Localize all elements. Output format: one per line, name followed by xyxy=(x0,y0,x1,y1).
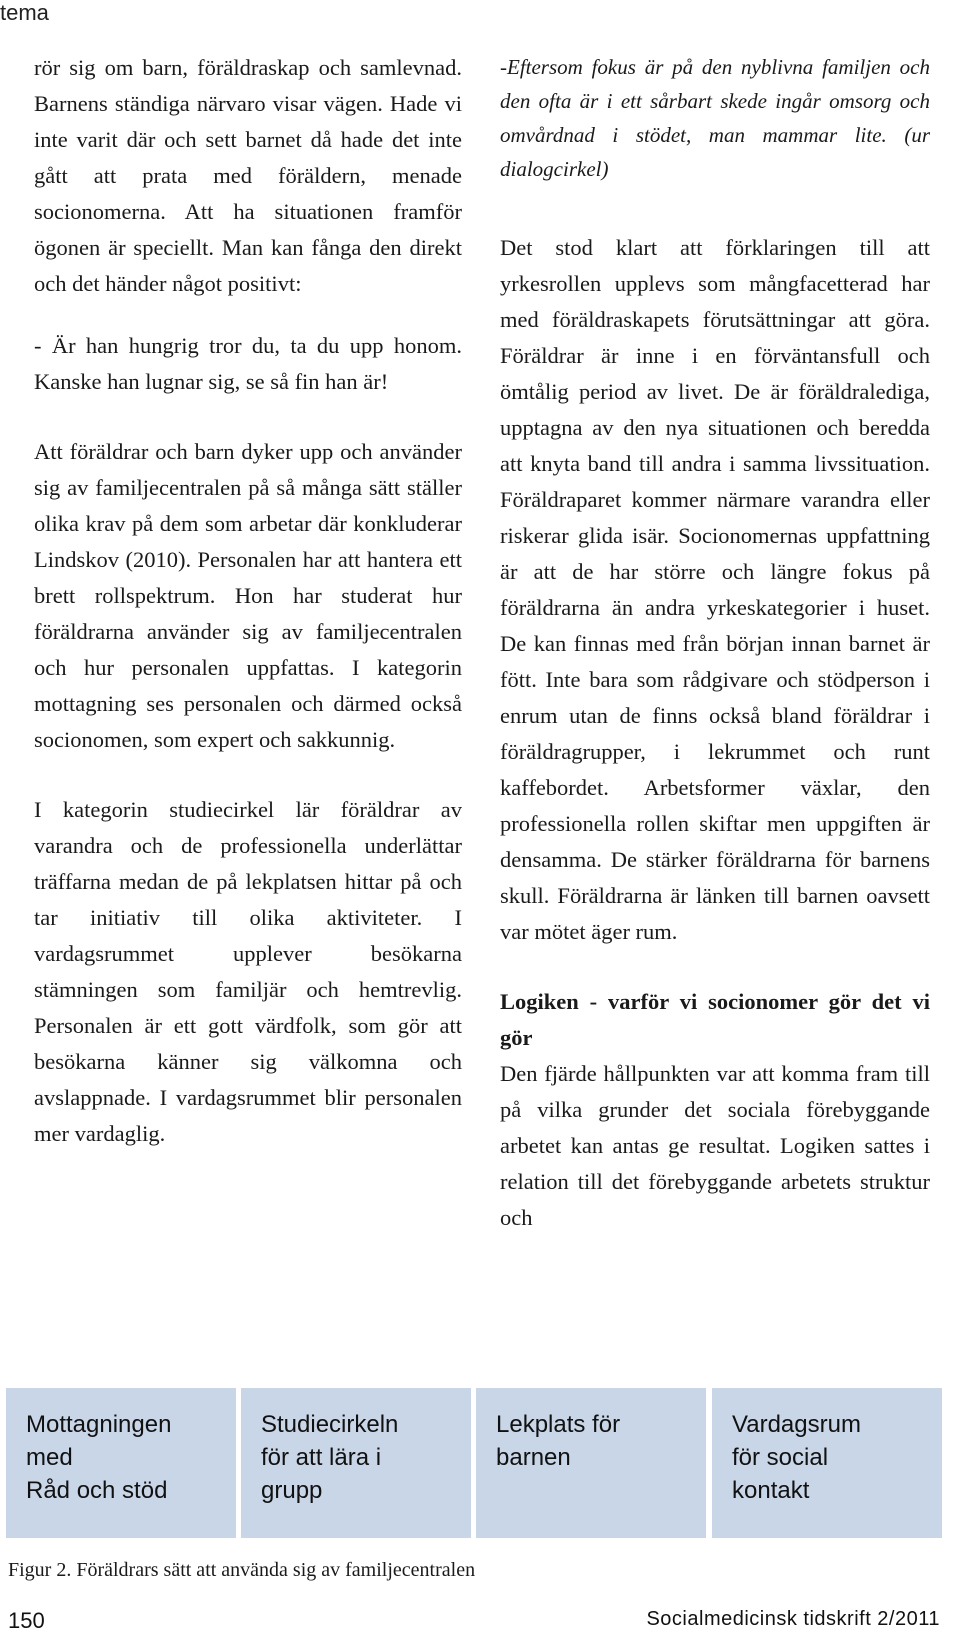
page-number: 150 xyxy=(8,1608,45,1633)
paragraph: - Är han hungrig tror du, ta du upp honom. Kanske han lugnar sig, se så fin han är! xyxy=(34,333,462,394)
figure-box-studiecirkel xyxy=(241,1388,471,1538)
paragraph: rör sig om barn, föräldraskap och samlevnad. Barnens ständiga närvaro visar vägen. Hade vi inte varit där och sett barnet då hade det inte gått att prata med föräldern, menade socionomerna. Att ha situationen framför ögonen är speciellt. Man kan fånga den direkt och det händer något positivt: xyxy=(34,55,462,296)
pull-quote: -Eftersom fokus är på den nyblivna familjen och den ofta är i ett sårbart skede ingår omsorg och omvårdnad i stödet, man mammar lite. (ur dialogcirkel) xyxy=(500,55,930,181)
section-tag: tema xyxy=(0,0,49,25)
figure-box-label: Lekplats för barnen xyxy=(496,1411,621,1471)
figure xyxy=(6,1388,942,1538)
paragraph: Det stod klart att förklaringen till att yrkesrollen upplevs som mångfacetterad har med föräldraskapets förutsättningar att göra. Föräldrar är inne i en förväntansfull och ömtålig period av livet. De är föräldralediga, upptagna av den nya situationen och beredda att knyta band till andra i samma livssituation. Föräldraparet kommer närmare varandra eller riskerar glida isär. Socionomernas uppfattning är att de har större och längre fokus på föräldrarna än andra yrkeskategorier i huset. De kan finnas med från början innan barnet är fött. Inte bara som rådgivare och stödperson i enrum utan de finns också bland föräldrar i föräldragrupper, i lekrummet och runt kaffebordet. Arbetsformer växlar, den professionella rollen skiftar men uppgiften är densamma. De stärker föräldrarna för barnens skull. Föräldrarna är länken till barnen oavsett var mötet äger rum. xyxy=(500,235,930,944)
figure-caption: Figur 2. Föräldrars sätt att använda sig av familjecentralen xyxy=(8,1559,476,1581)
journal-name: Socialmedicinsk tidskrift 2/2011 xyxy=(646,1608,940,1630)
paragraph: Den fjärde hållpunkten var att komma fram till på vilka grunder det sociala förebyggande arbetet kan antas ge resultat. Logiken sattes i relation till det förebyggande arbetets struktur och xyxy=(500,1061,930,1230)
figure-box-label: Vardagsrum för social kontakt xyxy=(732,1411,861,1504)
left-column xyxy=(34,50,462,1186)
figure-box-lekplats xyxy=(476,1388,706,1538)
figure-box-mottagning xyxy=(6,1388,236,1538)
figure-box-label: Studiecirkeln för att lära i grupp xyxy=(261,1411,399,1504)
right-column xyxy=(500,50,930,1270)
paragraph: I kategorin studiecirkel lär föräldrar av varandra och de professionella underlättar träffarna medan de på lekplatsen hittar på och tar initiativ till olika aktiviteter. I vardagsrummet upplever besökarna stämningen som familjär och hemtrevlig. Personalen är ett gott värdfolk, som gör att besökarna känner sig välkomna och avslappnade. I vardagsrummet blir personalen mer vardaglig. xyxy=(34,797,462,1146)
paragraph: Att föräldrar och barn dyker upp och använder sig av familjecentralen på så många sätt ställer olika krav på dem som arbetar där konkluderar Lindskov (2010). Personalen har att hantera ett brett rollspektrum. Hon har studerat hur föräldrarna använder sig av familjecentralen och hur personalen uppfattas. I kategorin mottagning ses personalen och därmed också socionomen, som expert och sakkunnig. xyxy=(34,439,462,752)
section-heading: Logiken - varför vi socionomer gör det vi gör xyxy=(500,989,930,1050)
figure-box-label: Mottagningen med Råd och stöd xyxy=(26,1411,172,1504)
figure-box-vardagsrum xyxy=(712,1388,942,1538)
